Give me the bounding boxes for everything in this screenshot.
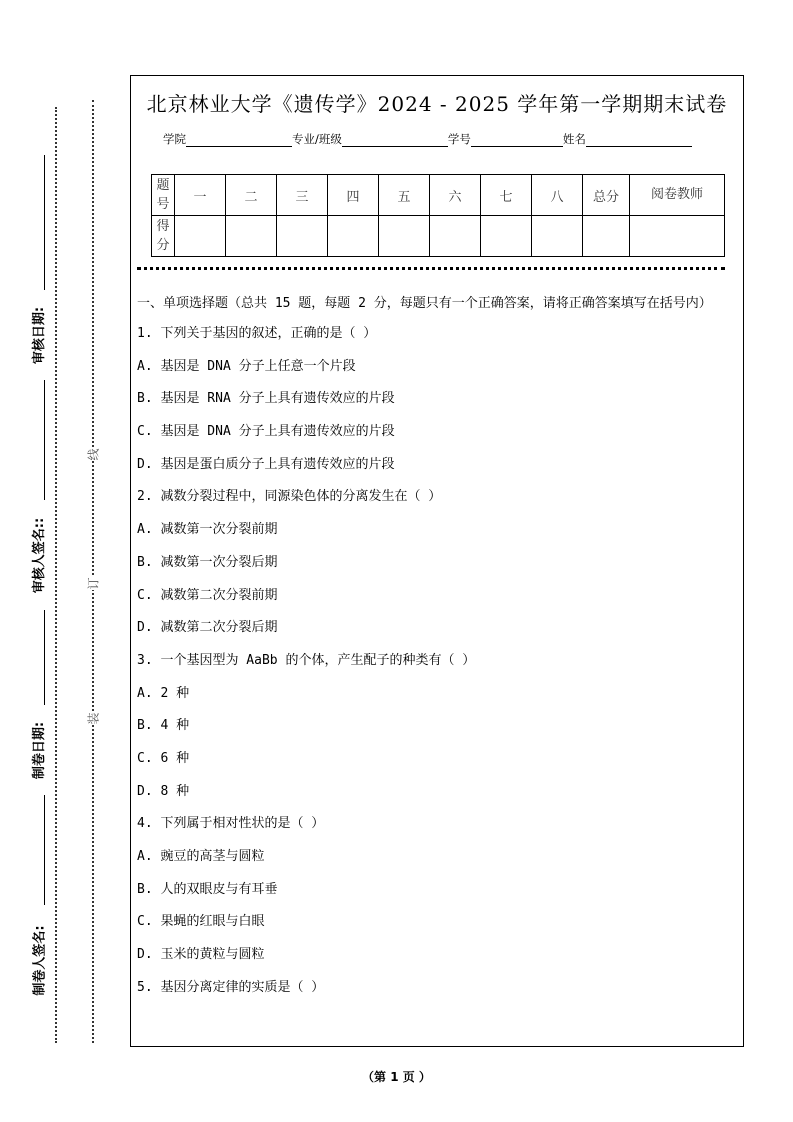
col-header: 六 [430, 175, 481, 216]
question-option: B. 4 种 [137, 718, 190, 734]
question-option: D. 玉米的黄粒与圆粒 [137, 947, 265, 963]
score-row-header: 得分 [152, 216, 175, 257]
question-stem: 5. 基因分离定律的实质是（ ） [137, 979, 325, 995]
major-class-label: 专业/班级 [292, 132, 342, 146]
review-date-label: 审核日期: [32, 306, 48, 364]
binding-mark-staple: 订 [86, 576, 101, 590]
score-cell[interactable] [226, 216, 277, 257]
score-table-score-row [152, 216, 725, 257]
exam-title: 北京林业大学《遗传学》2024 - 2025 学年第一学期期末试卷 [146, 92, 728, 116]
score-cell-grader[interactable] [630, 216, 725, 257]
question-stem: 2. 减数分裂过程中，同源染色体的分离发生在（ ） [137, 489, 442, 505]
col-header: 四 [328, 175, 379, 216]
col-header: 五 [379, 175, 430, 216]
score-cell[interactable] [328, 216, 379, 257]
score-cell[interactable] [532, 216, 583, 257]
col-header: 三 [277, 175, 328, 216]
question-option: A. 豌豆的高茎与圆粒 [137, 849, 265, 864]
student-info-row [163, 131, 692, 147]
paper-author-signature-label: 制卷人签名: [32, 924, 48, 996]
page-number: （第 1 页 ） [362, 1070, 431, 1084]
score-cell[interactable] [379, 216, 430, 257]
reviewer-signature-blank[interactable] [44, 380, 45, 500]
question-option: C. 减数第二次分裂前期 [137, 587, 278, 603]
question-number-header: 题号 [152, 175, 175, 216]
college-field[interactable] [186, 132, 292, 147]
major-class-field[interactable] [342, 132, 448, 147]
college-label: 学院 [163, 132, 186, 146]
score-table [151, 174, 725, 257]
header-separator [137, 267, 725, 270]
question-option: A. 基因是 DNA 分子上任意一个片段 [137, 358, 356, 374]
binding-mark-line: 线 [86, 447, 101, 461]
student-id-field[interactable] [471, 132, 563, 147]
question-option: B. 人的双眼皮与有耳垂 [137, 881, 278, 897]
paper-author-signature-blank[interactable] [44, 795, 45, 905]
col-header: 二 [226, 175, 277, 216]
question-option: B. 基因是 RNA 分子上具有遗传效应的片段 [137, 391, 395, 407]
question-stem: 1. 下列关于基因的叙述，正确的是（ ） [137, 326, 377, 341]
paper-date-blank[interactable] [44, 610, 45, 705]
exam-content [137, 293, 733, 1009]
exam-frame [130, 75, 744, 1047]
score-cell-total[interactable] [583, 216, 630, 257]
question-option: B. 减数第一次分裂后期 [137, 554, 278, 570]
score-cell[interactable] [430, 216, 481, 257]
question-option: A. 2 种 [137, 685, 190, 701]
reviewer-signature-label: 审核人签名:: [32, 517, 48, 593]
question-stem: 4. 下列属于相对性状的是（ ） [137, 816, 325, 832]
col-header: 一 [175, 175, 226, 216]
score-cell[interactable] [175, 216, 226, 257]
question-option: A. 减数第一次分裂前期 [137, 522, 278, 538]
question-option: C. 6 种 [137, 750, 190, 766]
col-header: 八 [532, 175, 583, 216]
paper-date-label: 制卷日期: [32, 721, 48, 779]
score-cell[interactable] [277, 216, 328, 257]
review-date-blank[interactable] [44, 155, 45, 290]
name-label: 姓名 [562, 132, 586, 146]
question-option: D. 减数第二次分裂后期 [137, 620, 278, 636]
question-stem: 3. 一个基因型为 AaBb 的个体，产生配子的种类有（ ） [137, 652, 476, 668]
question-option: C. 基因是 DNA 分子上具有遗传效应的片段 [137, 424, 395, 440]
score-cell[interactable] [481, 216, 532, 257]
col-header: 七 [481, 175, 532, 216]
section-heading: 一、单项选择题（总共 15 题，每题 2 分，每题只有一个正确答案，请将正确答案填写在括号内） [137, 296, 712, 311]
name-field[interactable] [586, 132, 692, 147]
score-table-header-row [152, 175, 725, 216]
question-option: C. 果蝇的红眼与白眼 [137, 914, 265, 930]
question-option: D. 基因是蛋白质分子上具有遗传效应的片段 [137, 456, 395, 472]
student-id-label: 学号 [447, 132, 471, 146]
col-header-grader: 阅卷教师 [630, 175, 725, 216]
binding-mark-bind: 装 [86, 711, 101, 725]
binding-dotted-line-inner [92, 100, 94, 1043]
col-header-total: 总分 [583, 175, 630, 216]
question-option: D. 8 种 [137, 783, 190, 799]
binding-dotted-line-outer [55, 107, 57, 1043]
